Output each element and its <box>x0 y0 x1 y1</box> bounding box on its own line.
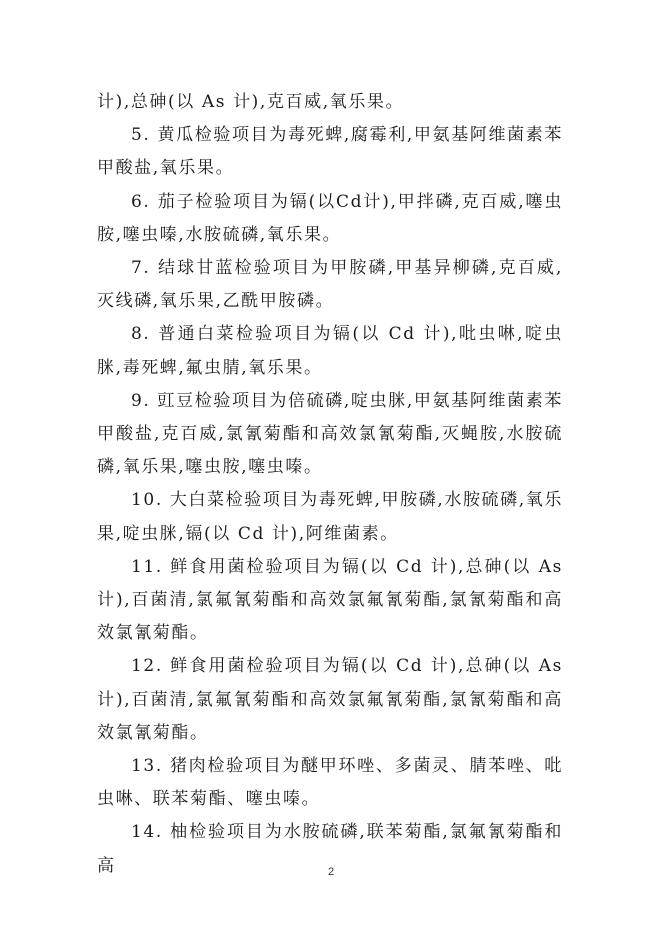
paragraph-item-10: 10. 大白菜检验项目为毒死蜱,甲胺磷,水胺硫磷,氧乐果,啶虫脒,镉(以 Cd 计),阿维菌素。 <box>97 490 563 544</box>
page-number: 2 <box>327 866 335 878</box>
paragraph-item-7: 7. 结球甘蓝检验项目为甲胺磷,甲基异柳磷,克百威,灭线磷,氧乐果,乙酰甲胺磷。 <box>97 258 563 312</box>
paragraph-item-5: 5. 黄瓜检验项目为毒死蜱,腐霉利,甲氨基阿维菌素苯甲酸盐,氧乐果。 <box>97 125 563 179</box>
paragraph-continuation: 计),总砷(以 As 计),克百威,氧乐果。 <box>97 92 405 112</box>
paragraph-item-6: 6. 茄子检验项目为镉(以Cd计),甲拌磷,克百威,噻虫胺,噻虫嗪,水胺硫磷,氧乐果。 <box>97 191 563 245</box>
paragraph-item-11: 11. 鲜食用菌检验项目为镉(以 Cd 计),总砷(以 As 计),百菌清,氯氟氰菊酯和高效氯氟氰菊酯,氯氰菊酯和高效氯氰菊酯。 <box>97 556 563 644</box>
paragraph-item-14: 14. 柚检验项目为水胺硫磷,联苯菊酯,氯氟氰菊酯和高 <box>97 822 563 876</box>
paragraph-item-13: 13. 猪肉检验项目为醚甲环唑、多菌灵、腈苯唑、吡虫啉、联苯菊酯、噻虫嗪。 <box>97 756 563 810</box>
paragraph-item-12: 12. 鲜食用菌检验项目为镉(以 Cd 计),总砷(以 As 计),百菌清,氯氟氰菊酯和高效氯氟氰菊酯,氯氰菊酯和高效氯氰菊酯。 <box>97 656 563 743</box>
document-body <box>97 86 563 883</box>
paragraph-item-9: 9. 豇豆检验项目为倍硫磷,啶虫脒,甲氨基阿维菌素苯甲酸盐,克百威,氯氰菊酯和高效氯氰菊酯,灭蝇胺,水胺硫磷,氧乐果,噻虫胺,噻虫嗪。 <box>97 390 563 478</box>
paragraph-item-8: 8. 普通白菜检验项目为镉(以 Cd 计),吡虫啉,啶虫脒,毒死蜱,氟虫腈,氧乐果。 <box>97 324 563 378</box>
